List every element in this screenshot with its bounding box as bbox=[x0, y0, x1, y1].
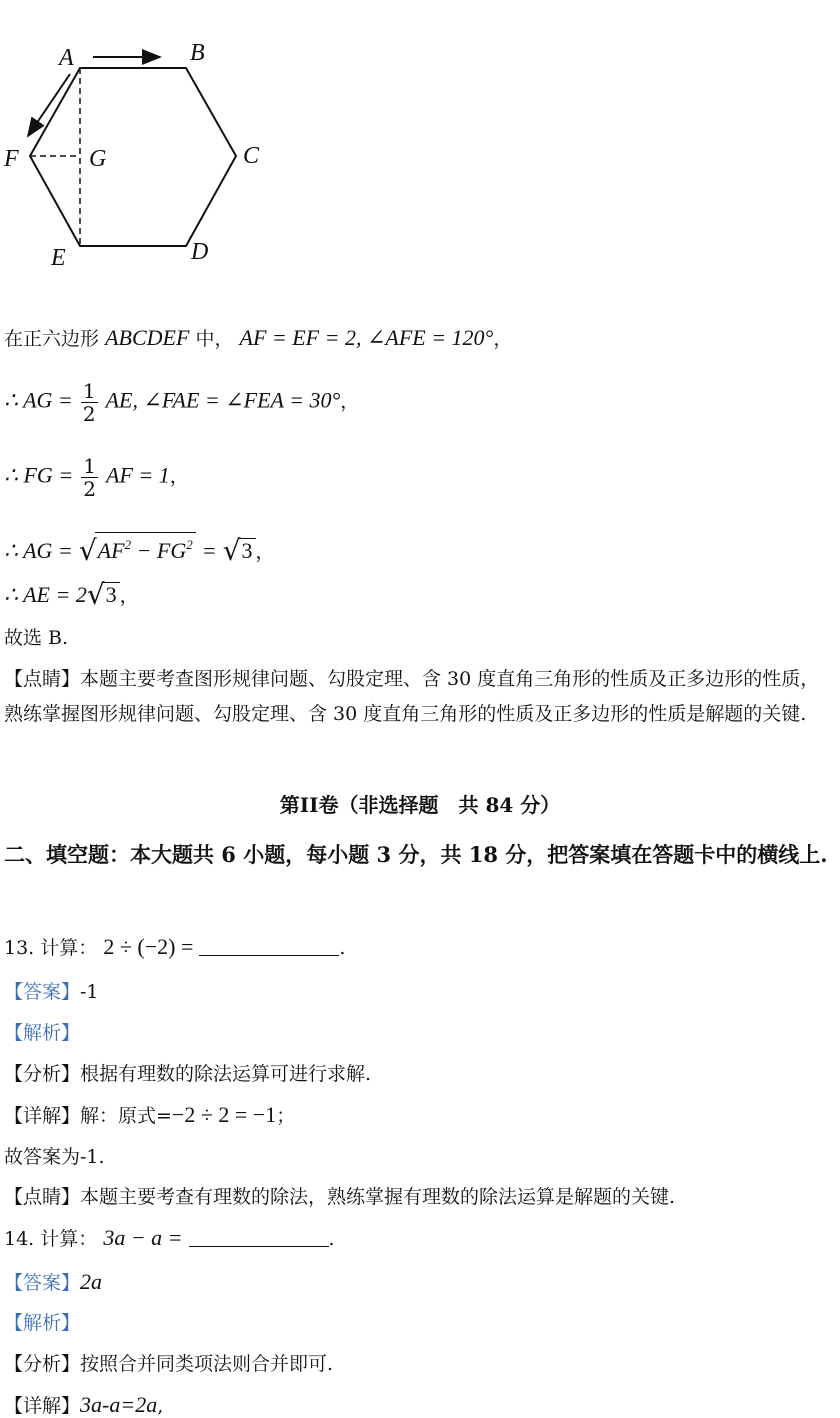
solution-line-5 bbox=[4, 578, 139, 611]
exponent: 2 bbox=[186, 537, 193, 552]
vertex-label-D: D bbox=[191, 239, 209, 265]
solution-line-2 bbox=[4, 380, 359, 425]
math-expression: 3a − a = bbox=[103, 1225, 183, 1250]
q14-detail bbox=[4, 1393, 163, 1418]
question-number: 14. 计算： bbox=[4, 1228, 98, 1250]
fraction-denominator: 2 bbox=[83, 477, 96, 501]
punctuation: ， bbox=[340, 390, 360, 413]
radicand: 3 bbox=[239, 538, 256, 563]
question-number: 13. 计算： bbox=[4, 937, 98, 959]
hexagon-shape bbox=[30, 68, 236, 246]
q14-answer bbox=[4, 1270, 102, 1295]
math-expression: ∴ AG = bbox=[4, 538, 73, 563]
math-expression: AF = 1 bbox=[106, 462, 170, 488]
vertex-label-F: F bbox=[4, 146, 19, 172]
part-heading: 二、填空题：本大题共 6 小题，每小题 3 分，共 18 分，把答案填在答题卡中的横线上. bbox=[4, 842, 828, 867]
vertex-label-C: C bbox=[243, 143, 260, 169]
fraction-numerator: 1 bbox=[83, 454, 96, 478]
q14-analysis: 【分析】按照合并同类项法则合并即可. bbox=[4, 1353, 334, 1375]
q13-detail bbox=[4, 1103, 295, 1128]
radicand bbox=[95, 532, 196, 563]
solution-comment: 【点睛】本题主要考查图形规律问题、勾股定理、含 30 度直角三角形的性质及正多边形的性质，熟练掌握图形规律问题、勾股定理、含 30 度直角三角形的性质及正多边形的性质是解题的关键. bbox=[4, 668, 820, 725]
exponent: 2 bbox=[124, 537, 132, 552]
punctuation: ； bbox=[276, 1105, 296, 1127]
math-expression: ∴ AG = bbox=[4, 387, 73, 413]
detail-label: 【详解】 bbox=[4, 1395, 81, 1417]
q13-answer bbox=[4, 980, 99, 1004]
hexagon-figure bbox=[0, 30, 290, 320]
answer-value: -1 bbox=[80, 981, 99, 1003]
vertex-label-B: B bbox=[190, 40, 205, 66]
radicand-term: AF bbox=[97, 538, 125, 563]
answer-blank bbox=[199, 937, 339, 956]
q14-jiexi-label: 【解析】 bbox=[4, 1312, 81, 1334]
answer-blank bbox=[189, 1228, 329, 1247]
math-expression: 2 ÷ (−2) = bbox=[103, 934, 194, 959]
arrow-AF bbox=[28, 74, 70, 136]
fraction-numerator: 1 bbox=[82, 379, 96, 403]
fraction-one-half bbox=[81, 455, 98, 500]
answer-label: 【答案】 bbox=[4, 981, 81, 1003]
math-expression: AE, ∠FAE = ∠FEA = 30° bbox=[105, 387, 341, 413]
vertex-label-A: A bbox=[59, 45, 74, 71]
punctuation: . bbox=[339, 937, 346, 959]
solution-line-1 bbox=[4, 326, 512, 351]
q13-prompt bbox=[4, 935, 345, 960]
point-label-G: G bbox=[89, 146, 107, 172]
math-expression: 3a-a=2a bbox=[80, 1392, 158, 1417]
answer-label: 【答案】 bbox=[4, 1272, 81, 1294]
q13-analysis: 【分析】根据有理数的除法运算可进行求解. bbox=[4, 1063, 372, 1085]
answer-value: 2a bbox=[80, 1269, 103, 1294]
punctuation: ， bbox=[169, 465, 189, 488]
solution-choice: 故选 B. bbox=[4, 627, 69, 649]
math-expression: = bbox=[201, 538, 217, 563]
punctuation: ， bbox=[493, 328, 513, 350]
q13-conclusion: 故答案为-1. bbox=[4, 1146, 105, 1168]
hexagon-name: ABCDEF bbox=[105, 325, 190, 350]
radical-sign: √ bbox=[222, 534, 241, 567]
solution-line-4 bbox=[4, 532, 275, 567]
math-expression: −2 ÷ 2 = −1 bbox=[171, 1102, 277, 1127]
radicand: 3 bbox=[103, 582, 120, 607]
vertex-label-E: E bbox=[51, 245, 66, 271]
radicand-term: − FG bbox=[131, 538, 187, 563]
punctuation: . bbox=[328, 1228, 335, 1250]
math-expression: AF = EF = 2, ∠AFE = 120° bbox=[239, 325, 494, 350]
radical-sign: √ bbox=[86, 578, 105, 611]
q14-prompt bbox=[4, 1226, 335, 1251]
section-title: 第II卷（非选择题 共 84 分） bbox=[279, 793, 561, 817]
q13-comment: 【点睛】本题主要考查有理数的除法，熟练掌握有理数的除法运算是解题的关键. bbox=[4, 1186, 676, 1208]
math-expression: ∴ AE = 2 bbox=[4, 582, 87, 607]
radical-sign: √ bbox=[78, 534, 97, 567]
fraction-one-half bbox=[81, 380, 98, 425]
detail-label: 【详解】解：原式= bbox=[4, 1105, 172, 1127]
math-expression: ∴ FG = bbox=[4, 462, 74, 488]
punctuation: ， bbox=[255, 541, 275, 563]
solution-text: 中， bbox=[195, 328, 234, 350]
solution-line-3 bbox=[4, 455, 189, 500]
fraction-denominator: 2 bbox=[82, 402, 96, 426]
punctuation: ， bbox=[119, 585, 139, 607]
punctuation: , bbox=[157, 1395, 164, 1417]
q13-jiexi-label: 【解析】 bbox=[4, 1022, 81, 1044]
solution-text: 在正六边形 bbox=[4, 328, 100, 350]
